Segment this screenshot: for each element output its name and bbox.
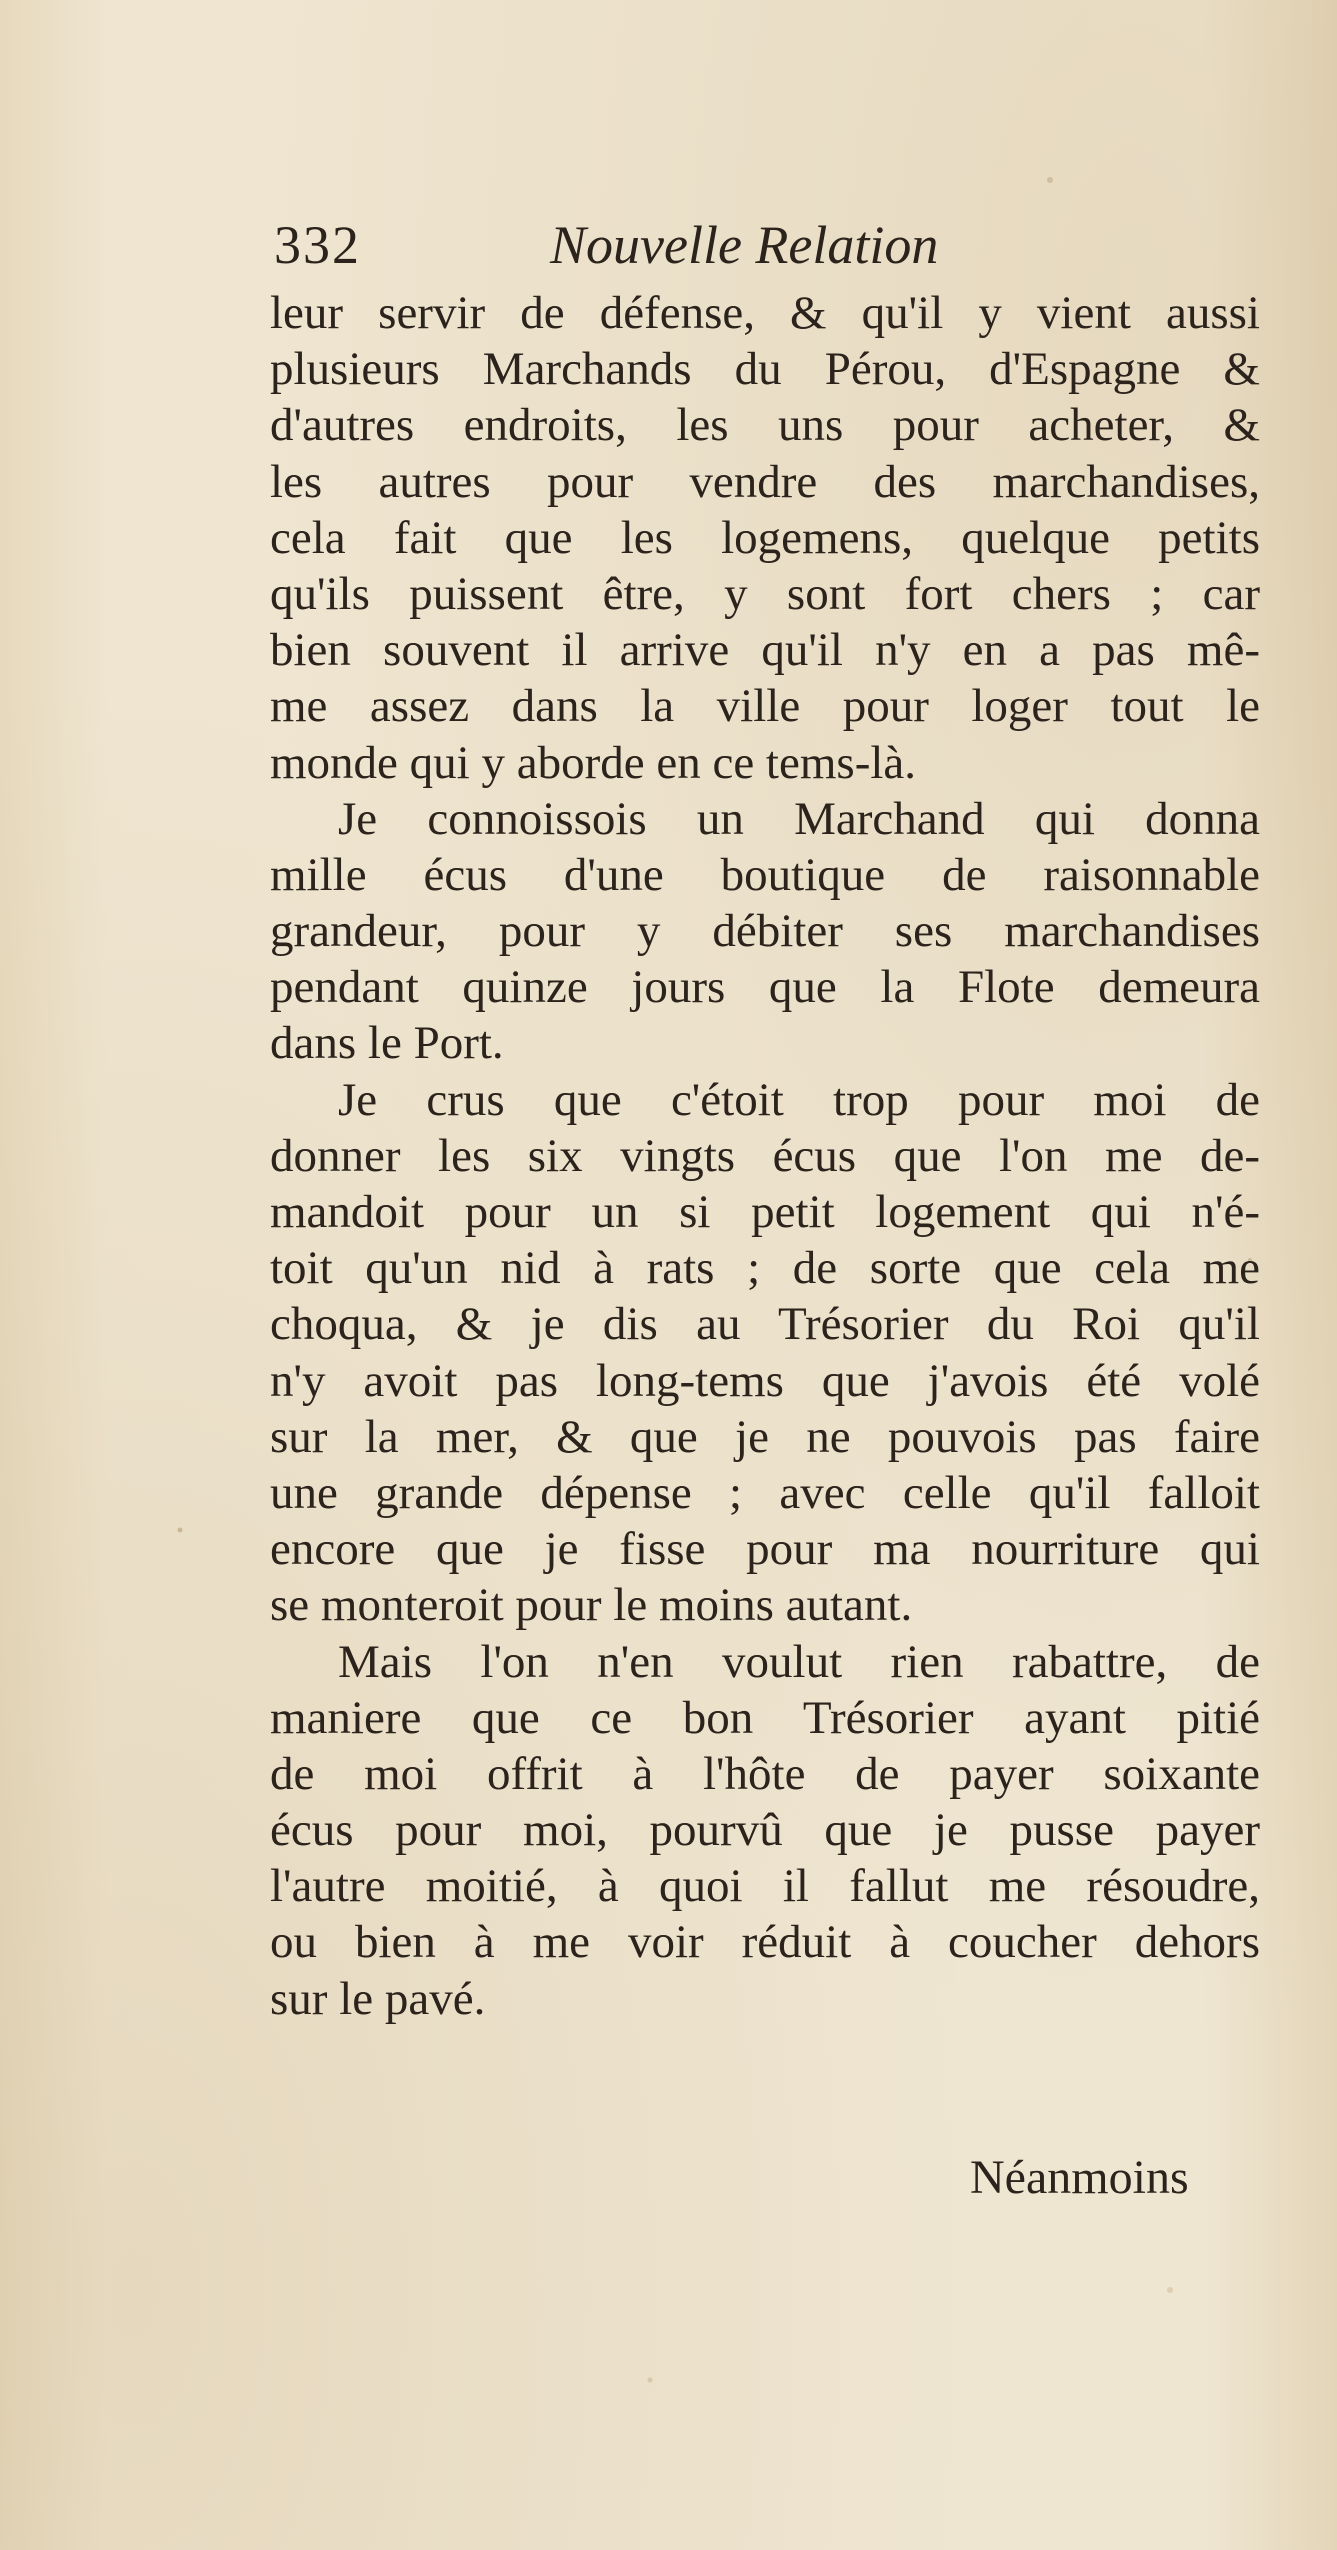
text-line: donner les six vingts écus que l'on me de-: [270, 1129, 1260, 1182]
text-line: plusieurs Marchands du Pérou, d'Espagne &: [270, 343, 1260, 396]
text-line: qu'ils puissent être, y sont fort chers ; car: [270, 567, 1260, 620]
paragraph: [270, 285, 1260, 791]
paragraph: [270, 1072, 1260, 1634]
paragraph: [270, 1634, 1260, 2027]
text-line: Mais l'on n'en voulut rien rabattre, de: [338, 1635, 1260, 1688]
text-line: toit qu'un nid à rats ; de sorte que cela me: [270, 1242, 1260, 1295]
catchword: Néanmoins: [970, 2151, 1189, 2204]
text-line: n'y avoit pas long-tems que j'avois été volé: [270, 1354, 1260, 1407]
text-line: bien souvent il arrive qu'il n'y en a pas mê-: [270, 624, 1260, 677]
text-line: grandeur, pour y débiter ses marchandises: [270, 905, 1260, 958]
text-line: sur le pavé.: [270, 1972, 486, 2025]
running-title: Nouvelle Relation: [550, 215, 939, 275]
text-line: choqua, & je dis au Trésorier du Roi qu'il: [270, 1298, 1260, 1351]
body-text: [270, 285, 1260, 2027]
text-line: se monteroit pour le moins autant.: [270, 1579, 913, 1632]
page-number: 332: [274, 215, 361, 275]
text-line: sur la mer, & que je ne pouvois pas faire: [270, 1410, 1260, 1463]
text-line: l'autre moitié, à quoi il fallut me résoudre,: [270, 1860, 1260, 1913]
text-line: cela fait que les logemens, quelque petits: [270, 511, 1260, 564]
text-line: encore que je fisse pour ma nourriture qui: [270, 1523, 1260, 1576]
text-line: dans le Port.: [270, 1017, 504, 1070]
text-line: maniere que ce bon Trésorier ayant pitié: [270, 1691, 1260, 1744]
paragraph: [270, 791, 1260, 1072]
text-line: de moi offrit à l'hôte de payer soixante: [270, 1747, 1260, 1800]
page-header: [270, 205, 1260, 285]
text-line: mille écus d'une boutique de raisonnable: [270, 848, 1260, 901]
text-line: écus pour moi, pourvû que je pusse payer: [270, 1804, 1260, 1857]
text-line: me assez dans la ville pour loger tout le: [270, 680, 1260, 733]
text-line: monde qui y aborde en ce tems-là.: [270, 736, 917, 789]
text-line: leur servir de défense, & qu'il y vient aussi: [270, 287, 1260, 339]
text-line: mandoit pour un si petit logement qui n'é-: [270, 1186, 1260, 1238]
text-line: Je connoissois un Marchand qui donna: [338, 792, 1260, 845]
text-line: d'autres endroits, les uns pour acheter, &: [270, 399, 1260, 452]
text-line: ou bien à me voir réduit à coucher dehors: [270, 1916, 1260, 1969]
text-line: pendant quinze jours que la Flote demeura: [270, 961, 1260, 1014]
text-block: [270, 205, 1260, 2027]
text-line: une grande dépense ; avec celle qu'il falloit: [270, 1466, 1260, 1519]
text-line: les autres pour vendre des marchandises,: [270, 455, 1260, 508]
text-line: Je crus que c'étoit trop pour moi de: [338, 1073, 1260, 1126]
